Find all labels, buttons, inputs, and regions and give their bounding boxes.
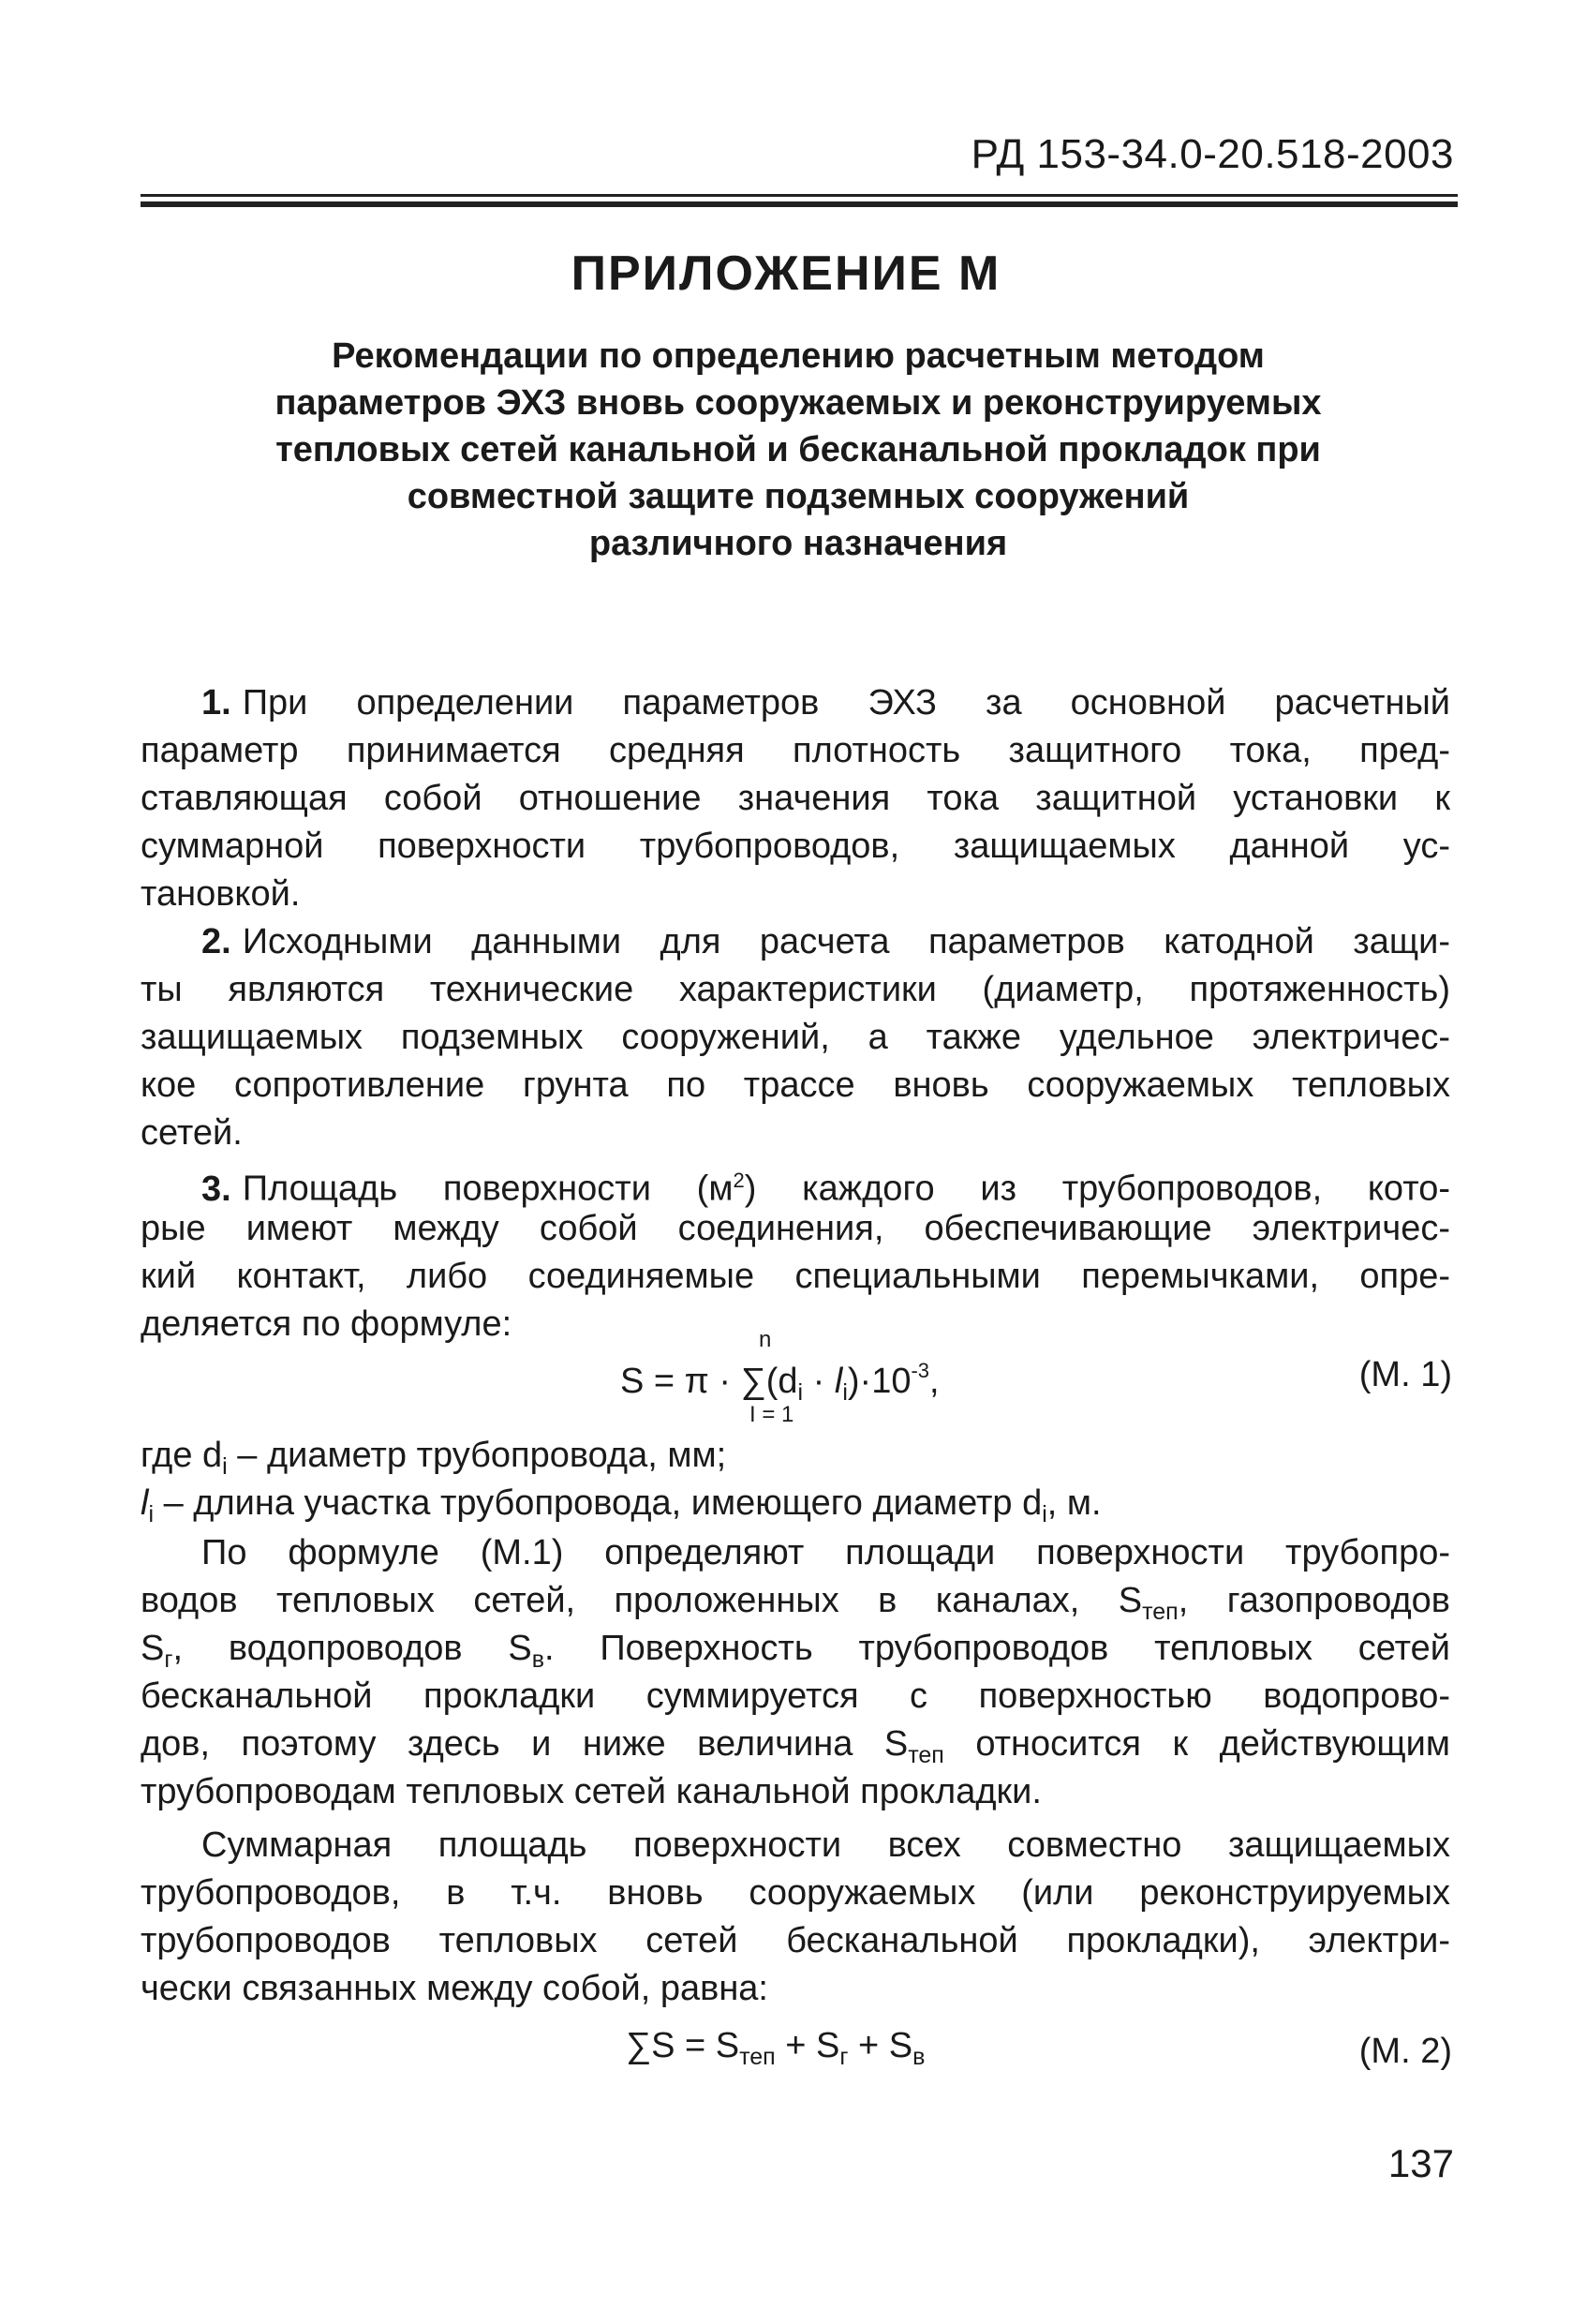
formula-text: ∑S = S	[626, 2026, 740, 2065]
superscript: -3	[911, 1359, 930, 1382]
superscript: 2	[733, 1169, 745, 1192]
item-number: 2.	[201, 922, 231, 961]
item-1-line: ставляющая собой отношение значения тока защитной установки к	[141, 779, 1450, 818]
item-2-line: защищаемых подземных сооружений, а также удельное электричес-	[141, 1018, 1450, 1057]
subscript: теп	[908, 1742, 944, 1768]
page-number: 137	[1387, 2141, 1454, 2185]
paragraph-4-line: трубопроводам тепловых сетей канальной прокладки.	[141, 1772, 1042, 1811]
item-3-line	[201, 1159, 1451, 1209]
paragraph-4-line	[141, 1579, 1450, 1625]
line-text: – длина участка трубопровода, имеющего диаметр d	[154, 1483, 1043, 1523]
paragraph-5-line: трубопроводов тепловых сетей бесканальной прокладки), электри-	[141, 1921, 1450, 1960]
line-text: относится к действующим	[943, 1724, 1450, 1764]
item-2-line	[201, 920, 1450, 963]
subscript: г	[839, 2044, 849, 2070]
line-text: Площадь поверхности (м	[242, 1169, 734, 1209]
formula-text: + S	[848, 2026, 913, 2065]
line-text: Исходными данными для расчета параметров катодной защи-	[242, 922, 1450, 961]
item-1-line: тановкой.	[141, 874, 301, 914]
formula-text: ,	[929, 1362, 940, 1401]
subscript: в	[531, 1646, 544, 1673]
item-number: 1.	[201, 683, 231, 723]
item-3-line: рые имеют между собой соединения, обеспечивающие электричес-	[141, 1209, 1450, 1248]
subtitle-line: параметров ЭХЗ вновь сооружаемых и реконструируемых	[274, 383, 1322, 423]
sum-lower-limit: I = 1	[749, 1402, 794, 1427]
line-text: l	[141, 1483, 149, 1523]
paragraph-4-line: По формуле (М.1) определяют площади поверхности трубопро-	[201, 1533, 1450, 1572]
item-3-line: кий контакт, либо соединяемые специальными перемычками, опре-	[141, 1257, 1450, 1296]
subtitle-line: различного назначения	[588, 524, 1008, 563]
line-text: , водопроводов S	[172, 1629, 532, 1668]
appendix-subtitle	[141, 333, 1456, 567]
paragraph-4-line: бесканальной прокладки суммируется с поверхностью водопрово-	[141, 1676, 1450, 1716]
header-rule-thick	[141, 201, 1458, 207]
where-line	[141, 1434, 1450, 1480]
item-1-line	[201, 681, 1450, 724]
item-2-line: сетей.	[141, 1113, 243, 1153]
item-1-line: суммарной поверхности трубопроводов, защищаемых данной ус-	[141, 827, 1450, 866]
item-2-line: ты являются технические характеристики (диаметр, протяженность)	[141, 970, 1450, 1009]
paragraph-5-line: трубопроводов, в т.ч. вновь сооружаемых (или реконструируемых	[141, 1873, 1450, 1913]
line-text: дов, поэтому здесь и ниже величина S	[141, 1724, 909, 1764]
line-text: водов тепловых сетей, проложенных в каналах, S	[141, 1581, 1143, 1620]
item-3-line: деляется по формуле:	[141, 1304, 512, 1344]
subscript: теп	[739, 2044, 776, 2070]
sum-upper-limit: n	[759, 1327, 772, 1352]
subscript: г	[164, 1646, 173, 1673]
appendix-title: ПРИЛОЖЕНИЕ М	[571, 246, 1001, 301]
subscript: в	[912, 2044, 926, 2070]
item-number: 3.	[201, 1169, 231, 1209]
formula-text: l	[834, 1362, 843, 1401]
paragraph-5-line: Суммарная площадь поверхности всех совместно защищаемых	[201, 1825, 1450, 1865]
formula-text: S = π · ∑(d	[620, 1362, 798, 1401]
item-2-line: кое сопротивление грунта по трассе вновь сооружаемых тепловых	[141, 1065, 1450, 1105]
document-code: РД 153-34.0-20.518-2003	[971, 131, 1454, 177]
formula-text: )·10	[847, 1362, 912, 1401]
formula-text: + S	[775, 2026, 840, 2065]
line-text: S	[141, 1629, 165, 1668]
subscript: i	[1042, 1501, 1047, 1527]
subscript: i	[797, 1379, 804, 1406]
formula-number-m1: (М. 1)	[1358, 1355, 1452, 1394]
line-text: , газопроводов	[1178, 1581, 1450, 1620]
paragraph-4-line	[141, 1722, 1450, 1768]
line-text: При определении параметров ЭХЗ за основной расчетный	[242, 683, 1450, 723]
subtitle-line: совместной защите подземных сооружений	[407, 477, 1190, 516]
formula-number-m2: (М. 2)	[1358, 2032, 1452, 2071]
subscript: i	[222, 1453, 228, 1480]
line-text: . Поверхность трубопроводов тепловых сетей	[544, 1629, 1450, 1668]
header-rule-thin	[141, 194, 1458, 197]
formula-text: ·	[803, 1362, 835, 1401]
subscript: i	[148, 1501, 155, 1527]
where-line	[141, 1482, 1450, 1525]
line-text: , м.	[1046, 1483, 1102, 1523]
line-text: ) каждого из трубопроводов, кото-	[744, 1169, 1451, 1209]
subtitle-line: Рекомендации по определению расчетным методом	[332, 336, 1265, 376]
formula-m2	[626, 2024, 925, 2078]
line-text: где d	[141, 1436, 223, 1475]
subtitle-line: тепловых сетей канальной и бесканальной прокладок при	[275, 430, 1321, 469]
paragraph-4-line	[141, 1627, 1450, 1673]
item-1-line: параметр принимается средняя плотность защитного тока, пред-	[141, 731, 1450, 770]
subscript: теп	[1142, 1599, 1179, 1625]
line-text: – диаметр трубопровода, мм;	[227, 1436, 727, 1475]
subscript: i	[842, 1379, 848, 1406]
paragraph-5-line: чески связанных между собой, равна:	[141, 1969, 768, 2008]
